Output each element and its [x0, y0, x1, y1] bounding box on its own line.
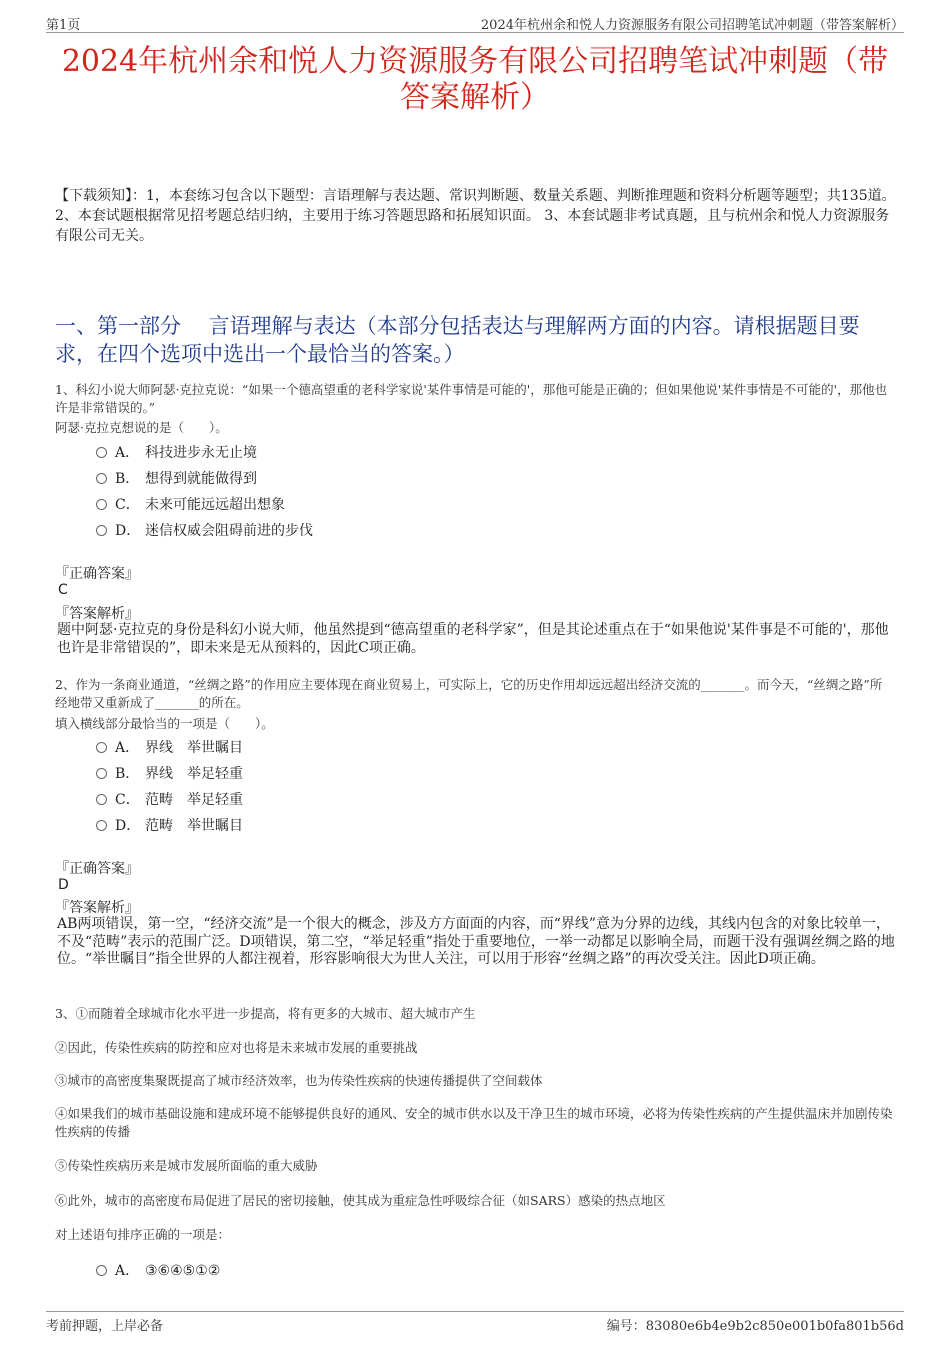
- question-2-options: [96, 735, 496, 839]
- download-notice: 【下载须知】：1，本套练习包含以下题型：言语理解与表达题、常识判断题、数量关系题、判断推理题和资料分析题等题型；共135道。 2、本套试题根据常见招考题总结归纳，主要用于练习答题思路和拓展知识面。 3、本套试题非考试真题，且与杭州余和悦人力资源服务有限公司无关。: [55, 188, 896, 244]
- q1-option-a[interactable]: A． 科技进步永无止境: [96, 440, 496, 466]
- page-header: [46, 12, 904, 33]
- q1-option-c[interactable]: C． 未来可能远远超出想象: [96, 492, 496, 518]
- q3-prompt: 对上述语句排序正确的一项是：: [55, 1227, 231, 1242]
- radio-icon[interactable]: [96, 499, 107, 510]
- q3-option-a[interactable]: A． ③⑥④⑤①②: [96, 1258, 496, 1284]
- q3-sentence-6: ⑥此外，城市的高密度布局促进了居民的密切接触，使其成为重症急性呼吸综合征（如SARS）感染的热点地区: [55, 1193, 666, 1208]
- page-number: 第1页: [46, 18, 81, 33]
- question-1-prompt: 阿瑟·克拉克想说的是（ ）。: [55, 420, 228, 435]
- answer-label: 『正确答案』: [55, 566, 139, 582]
- q1-answer: C: [58, 582, 68, 598]
- q1-option-d[interactable]: D． 迷信权威会阻碍前进的步伐: [96, 518, 496, 544]
- q1-option-b[interactable]: B． 想得到就能做得到: [96, 466, 496, 492]
- q2-explanation: AB两项错误，第一空，“经济交流”是一个很大的概念，涉及方方面面的内容，而“界线”意为分界的边线，其线内包含的对象比较单一，不及“范畴”表示的范围广泛。D项错误，第二空，“举足轻重”指处于重要地位，一举一动都足以影响全局，而题干没有强调丝绸之路的地位。“举世瞩目”指全世界的人都注视着，形容影响很大为世人关注，可以用于形容“丝绸之路”的再次受关注。因此D项正确。: [57, 916, 895, 967]
- header-doc-title: 2024年杭州余和悦人力资源服务有限公司招聘笔试冲刺题（带答案解析）: [480, 18, 904, 33]
- document-id: 编号：83080e6b4e9b2c850e001b0fa801b56d: [606, 1319, 904, 1334]
- q2-option-d[interactable]: D． 范畴 举世瞩目: [96, 813, 496, 839]
- q3-sentence-1: 3、①而随着全球城市化水平进一步提高，将有更多的大城市、超大城市产生: [55, 1006, 476, 1021]
- q2-answer: D: [58, 877, 69, 893]
- document-title: 2024年杭州余和悦人力资源服务有限公司招聘笔试冲刺题（带答案解析）: [61, 44, 889, 115]
- question-2-text: 2、作为一条商业通道，“丝绸之路”的作用应主要体现在商业贸易上，可实际上，它的历史作用却远远超出经济交流的_______。而今天，“丝绸之路”所经地带又重新成了_______的所在。: [55, 677, 883, 710]
- q2-option-c[interactable]: C． 范畴 举足轻重: [96, 787, 496, 813]
- radio-icon[interactable]: [96, 473, 107, 484]
- q3-sentence-3: ③城市的高密度集聚既提高了城市经济效率，也为传染性疾病的快速传播提供了空间载体: [55, 1073, 543, 1088]
- question-1-options: [96, 440, 496, 544]
- radio-icon[interactable]: [96, 820, 107, 831]
- section-heading: 一、第一部分 言语理解与表达（本部分包括表达与理解两方面的内容。请根据题目要求，在四个选项中选出一个最恰当的答案。）: [55, 314, 860, 366]
- radio-icon[interactable]: [96, 742, 107, 753]
- q1-explanation: 题中阿瑟·克拉克的身份是科幻小说大师，他虽然提到“德高望重的老科学家”，但是其论述重点在于“如果他说'某件事是不可能的'，那他也许是非常错误的”，即未来是无从预料的，因此C项正确。: [57, 622, 889, 656]
- q3-sentence-5: ⑤传染性疾病历来是城市发展所面临的重大威胁: [55, 1158, 318, 1173]
- question-2-prompt: 填入横线部分最恰当的一项是（ ）。: [55, 716, 274, 731]
- q2-option-a[interactable]: A． 界线 举世瞩目: [96, 735, 496, 761]
- footer-slogan: 考前押题，上岸必备: [46, 1319, 164, 1334]
- question-1-text: 1、科幻小说大师阿瑟·克拉克说：“如果一个德高望重的老科学家说'某件事情是可能的'，那他可能是正确的；但如果他说'某件事情是不可能的'，那他也许是非常错误的。”: [55, 382, 888, 415]
- explanation-label: 『答案解析』: [55, 606, 139, 622]
- radio-icon[interactable]: [96, 768, 107, 779]
- page-footer: [46, 1311, 904, 1334]
- q3-sentence-2: ②因此，传染性疾病的防控和应对也将是未来城市发展的重要挑战: [55, 1040, 418, 1055]
- radio-icon[interactable]: [96, 794, 107, 805]
- question-3-options: [96, 1258, 496, 1284]
- q3-sentence-4: ④如果我们的城市基础设施和建成环境不能够提供良好的通风、安全的城市供水以及干净卫生的城市环境，必将为传染性疾病的产生提供温床并加剧传染性疾病的传播: [55, 1106, 893, 1139]
- radio-icon[interactable]: [96, 447, 107, 458]
- q2-option-b[interactable]: B． 界线 举足轻重: [96, 761, 496, 787]
- answer-label: 『正确答案』: [55, 861, 139, 877]
- radio-icon[interactable]: [96, 525, 107, 536]
- explanation-label: 『答案解析』: [55, 900, 139, 916]
- radio-icon[interactable]: [96, 1265, 107, 1276]
